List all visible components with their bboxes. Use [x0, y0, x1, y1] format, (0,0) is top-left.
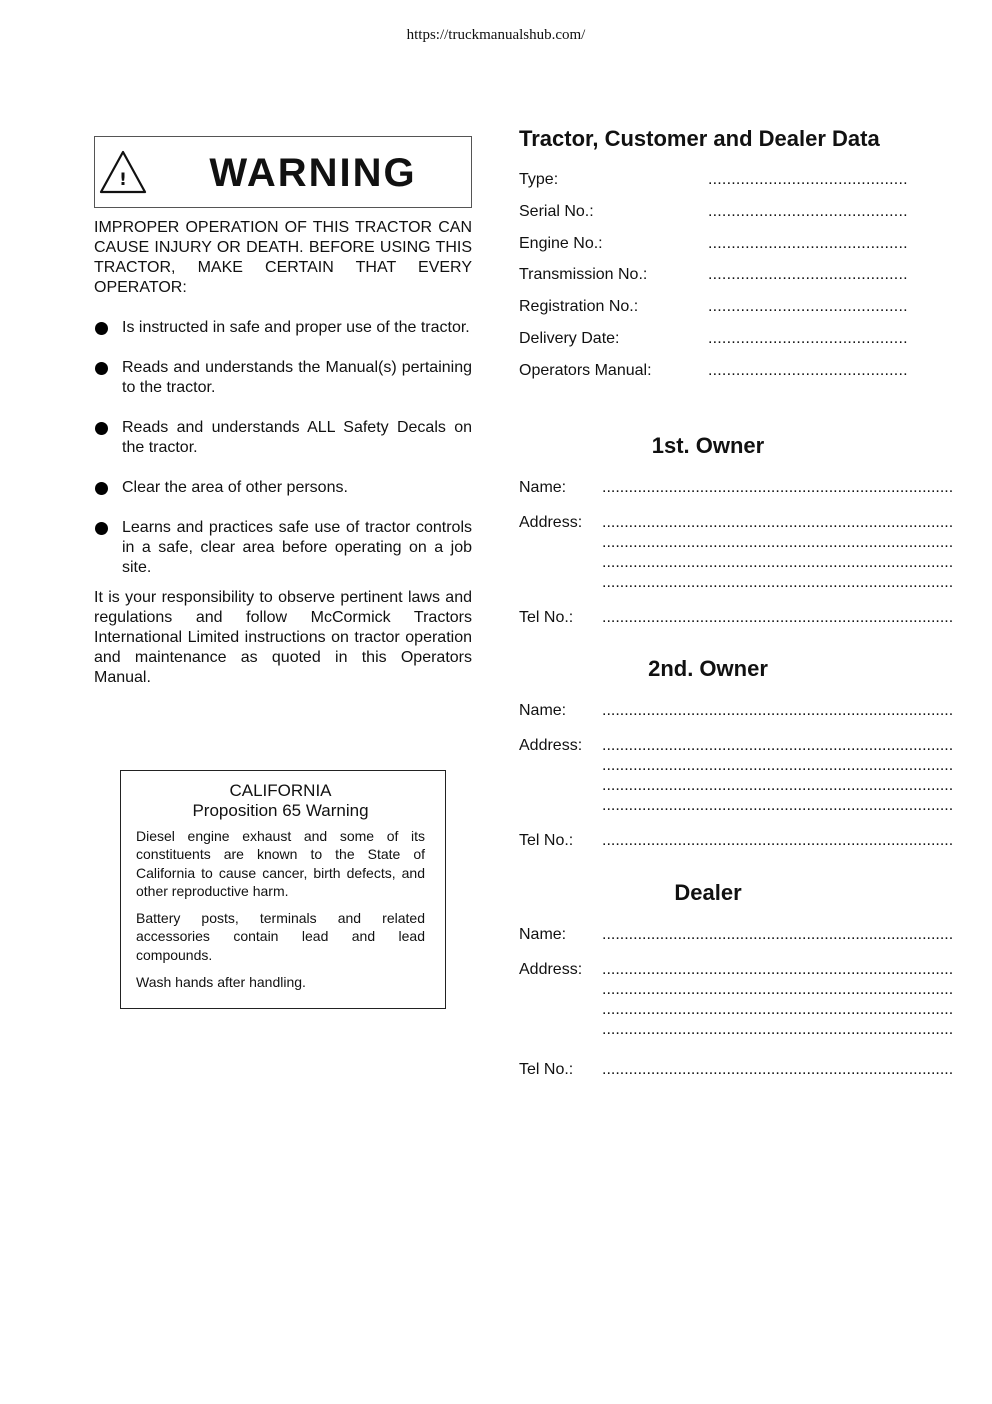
fill-in-line[interactable]: ...........................................: [708, 329, 908, 347]
source-url[interactable]: https://truckmanualshub.com/: [406, 27, 586, 43]
field-label: Delivery Date:: [519, 329, 620, 347]
list-item: Reads and understands ALL Safety Decals on the tractor.: [94, 418, 472, 458]
prop65-warning-box: [120, 770, 446, 1009]
operator-requirements-list: [94, 318, 472, 578]
field-label: Type:: [519, 171, 559, 188]
prop65-paragraph: Diesel engine exhaust and some of its constituents are known to the State of California to cause cancer, birth defects, and other reproductive harm.: [136, 828, 425, 899]
field-label: Registration No.:: [519, 298, 639, 316]
fill-in-line[interactable]: ...........................................: [708, 298, 908, 316]
warning-banner: [94, 136, 472, 208]
warning-intro: IMPROPER OPERATION OF THIS TRACTOR CAN CAUSE INJURY OR DEATH. BEFORE USING THIS TRACTOR, MAKE CERTAIN THAT EVERY OPERATOR:: [94, 219, 472, 296]
fill-in-line[interactable]: ...............................................................................: [602, 797, 954, 814]
warning-column: [94, 136, 472, 688]
fill-in-line[interactable]: ...........................................: [708, 202, 908, 220]
bullet-icon: [95, 362, 108, 375]
section-title-2nd-owner: 2nd. Owner: [648, 656, 768, 681]
section-title-1st-owner: 1st. Owner: [651, 433, 765, 458]
fill-in-line[interactable]: ...............................................................................: [602, 609, 954, 626]
bullet-icon: [95, 322, 108, 335]
fill-in-line[interactable]: ...............................................................................: [602, 574, 954, 591]
fill-in-line[interactable]: ...............................................................................: [602, 534, 954, 551]
fill-in-line[interactable]: ...........................................: [708, 361, 908, 379]
fill-in-line[interactable]: ...........................................: [708, 266, 908, 284]
bullet-icon: [95, 422, 108, 435]
list-item: Is instructed in safe and proper use of the tractor.: [94, 318, 472, 338]
fill-in-line[interactable]: ...............................................................................: [602, 737, 954, 754]
section-title-dealer: Dealer: [674, 880, 742, 905]
owner-sections: 1st. Owner Name: ............................................................................... Address: ............................................................................... ............................................................................... ............................................................................... ............................................................................... Tel No.: ............................................................................... 2nd. Owner Name: ............................................................................... Address: ............................................................................... ............................................................................... ............................................................................... ............................................................................... Tel No.: ............................................................................... Dealer Name: ............................................................................... Address: ............................................................................... ............................................................................... ............................................................................... ............................................................................... Tel No.: ...............................................................................: [519, 433, 954, 1078]
fill-in-line[interactable]: ...........................................: [708, 234, 908, 252]
warning-title: WARNING: [209, 151, 417, 195]
fill-in-line[interactable]: ...............................................................................: [602, 1001, 954, 1018]
fill-in-line[interactable]: ...............................................................................: [602, 981, 954, 998]
list-item: Clear the area of other persons.: [94, 478, 472, 498]
list-item: Learns and practices safe use of tractor controls in a safe, clear area before operating on a job site.: [94, 518, 472, 578]
bullet-icon: [95, 522, 108, 535]
prop65-title-line2: Proposition 65 Warning: [192, 801, 369, 820]
fill-in-line[interactable]: ...............................................................................: [602, 961, 954, 978]
field-label: Transmission No.:: [519, 266, 648, 284]
fill-in-line[interactable]: ...............................................................................: [602, 926, 954, 943]
list-item: Reads and understands the Manual(s) pertaining to the tractor.: [94, 358, 472, 398]
fill-in-line[interactable]: ...............................................................................: [602, 1021, 954, 1038]
fill-in-line[interactable]: ...............................................................................: [602, 702, 954, 719]
fill-in-line[interactable]: ...............................................................................: [602, 514, 954, 531]
responsibility-text: It is your responsibility to observe pertinent laws and regulations and follow McCormick Tractors International Limited instructions on tractor operation and maintenance as quoted in this Operators Manual.: [94, 589, 472, 686]
fill-in-line[interactable]: ...............................................................................: [602, 554, 954, 571]
prop65-paragraph: Wash hands after handling.: [136, 974, 306, 991]
fill-in-line[interactable]: ...............................................................................: [602, 832, 954, 849]
prop65-paragraph: Battery posts, terminals and related accessories contain lead and lead compounds.: [136, 910, 425, 963]
field-label: Operators Manual:: [519, 361, 652, 379]
bullet-icon: [95, 482, 108, 495]
fill-in-line[interactable]: ...............................................................................: [602, 479, 954, 496]
fill-in-line[interactable]: ...............................................................................: [602, 1061, 954, 1078]
prop65-title-line1: CALIFORNIA: [229, 781, 332, 800]
field-label: Serial No.:: [519, 202, 594, 220]
field-label: Engine No.:: [519, 234, 603, 252]
warning-triangle-icon: [99, 149, 147, 195]
fill-in-line[interactable]: ...............................................................................: [602, 757, 954, 774]
fill-in-line[interactable]: ...........................................: [708, 171, 908, 188]
data-section-title: Tractor, Customer and Dealer Data: [519, 126, 880, 151]
svg-text:!: !: [119, 170, 127, 190]
fill-in-line[interactable]: ...............................................................................: [602, 777, 954, 794]
